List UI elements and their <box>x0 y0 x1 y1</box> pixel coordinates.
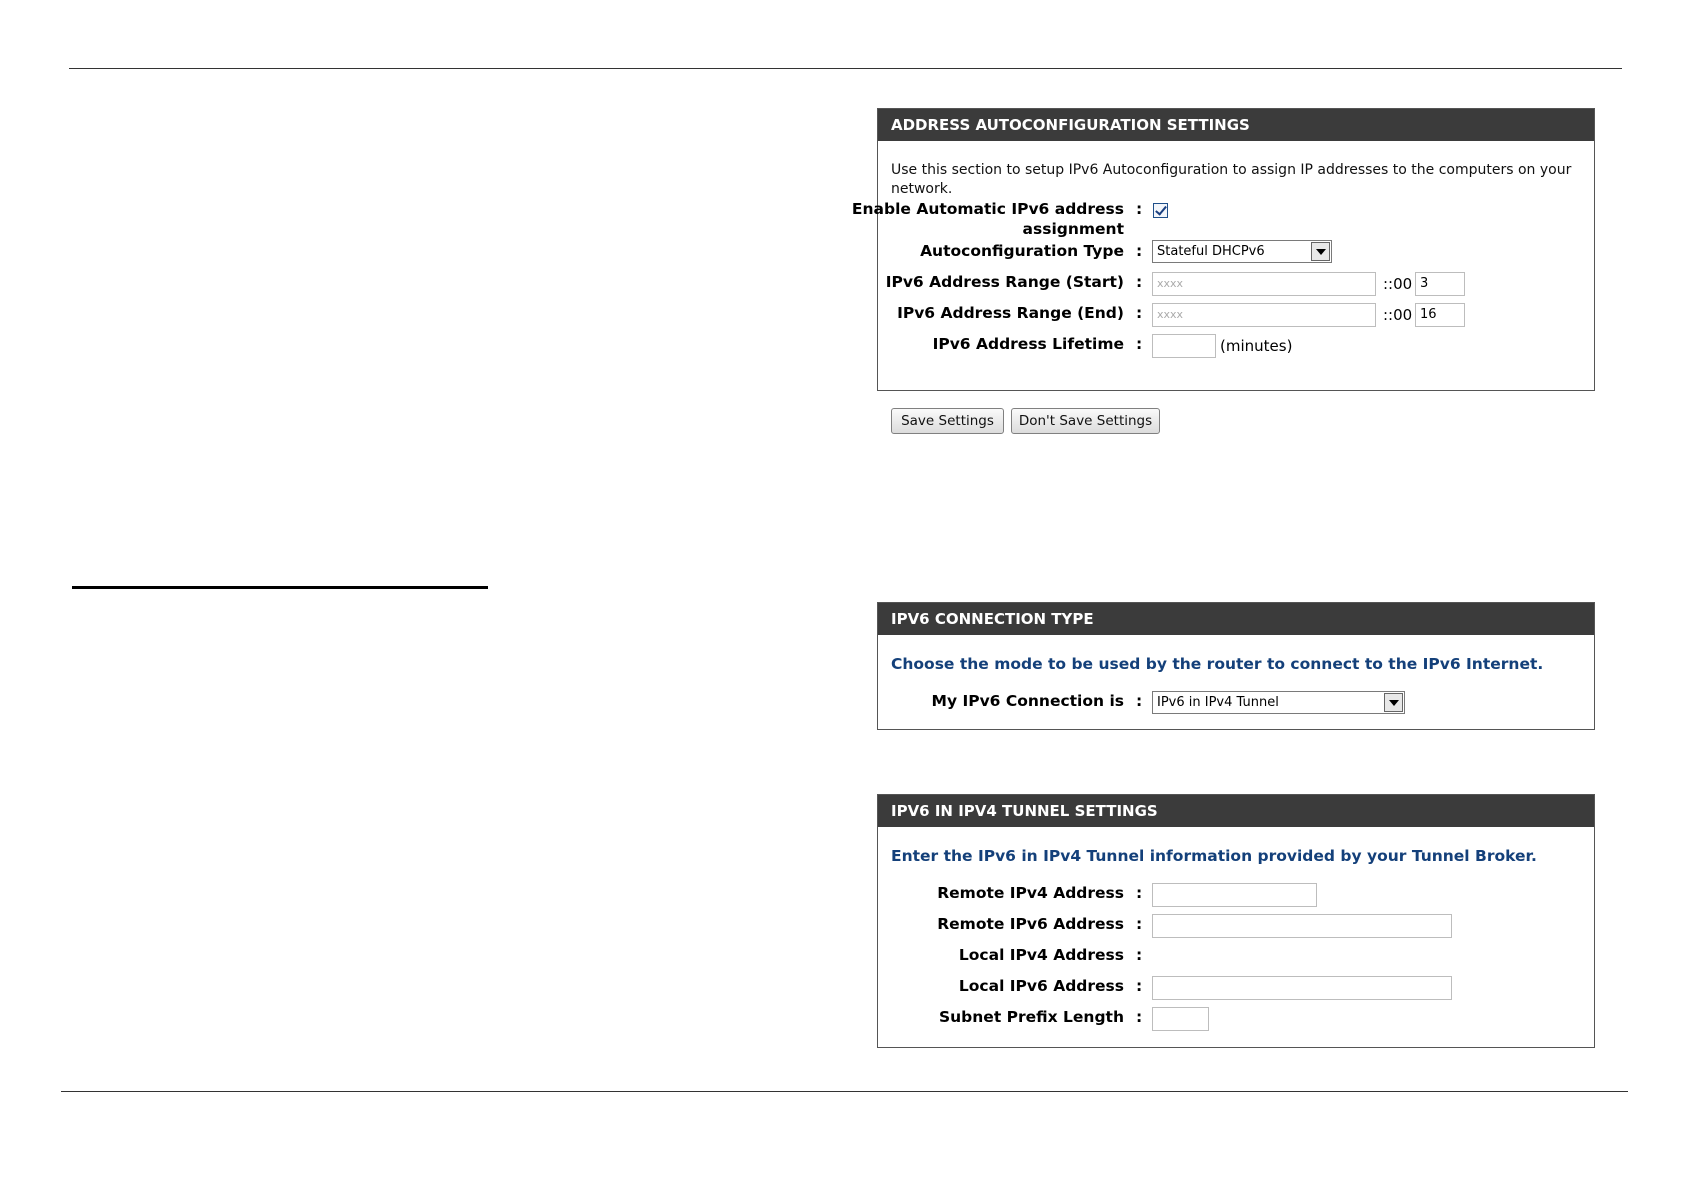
save-settings-button[interactable]: Save Settings <box>891 408 1004 434</box>
autoconfig-description: Use this section to setup IPv6 Autoconfiguration to assign IP addresses to the computers on your network. <box>891 162 1572 197</box>
local-ipv4-label: Local IPv4 Address <box>958 946 1124 964</box>
enable-row <box>851 199 1594 238</box>
connection-description: Choose the mode to be used by the router to connect to the IPv6 Internet. <box>891 655 1544 673</box>
prefix-label: Subnet Prefix Length <box>938 1008 1124 1026</box>
autoconfig-type-value: Stateful DHCPv6 <box>1157 244 1265 259</box>
range-start-colon: : <box>1136 273 1143 291</box>
autoconfig-type-select[interactable] <box>1152 240 1332 263</box>
autoconfig-type-colon: : <box>1136 242 1143 260</box>
autoconfig-type-row <box>878 241 1594 267</box>
enable-label-line2: assignment <box>1022 220 1124 238</box>
enable-auto-ipv6-checkbox[interactable] <box>1153 203 1168 218</box>
range-start-suffix: ::00 <box>1383 275 1413 293</box>
top-rule <box>69 68 1622 69</box>
bottom-rule <box>61 1091 1628 1092</box>
connection-type-select[interactable] <box>1152 691 1405 714</box>
enable-label <box>852 199 1124 239</box>
lifetime-input[interactable] <box>1152 334 1216 358</box>
range-end-suffix: ::00 <box>1383 306 1413 324</box>
autoconfig-panel-title: ADDRESS AUTOCONFIGURATION SETTINGS <box>878 109 1594 141</box>
tunnel-description: Enter the IPv6 in IPv4 Tunnel information provided by your Tunnel Broker. <box>891 847 1537 865</box>
remote-ipv4-colon: : <box>1136 884 1143 902</box>
range-start-label: IPv6 Address Range (Start) <box>885 273 1124 291</box>
local-ipv6-label: Local IPv6 Address <box>958 977 1124 995</box>
local-ipv6-row <box>878 976 1594 1002</box>
connection-panel-title: IPV6 CONNECTION TYPE <box>878 603 1594 635</box>
local-ipv6-colon: : <box>1136 977 1143 995</box>
prefix-length-input[interactable] <box>1152 1007 1209 1031</box>
prefix-colon: : <box>1136 1008 1143 1026</box>
remote-ipv4-label: Remote IPv4 Address <box>937 884 1124 902</box>
dont-save-settings-button[interactable]: Don't Save Settings <box>1011 408 1160 434</box>
tunnel-panel-title: IPV6 IN IPV4 TUNNEL SETTINGS <box>878 795 1594 827</box>
range-end-colon: : <box>1136 304 1143 322</box>
remote-ipv6-row <box>878 914 1594 940</box>
local-ipv4-row <box>878 945 1594 971</box>
autoconfig-type-label: Autoconfiguration Type <box>920 242 1124 260</box>
remote-ipv6-colon: : <box>1136 915 1143 933</box>
local-ipv4-colon: : <box>1136 946 1143 964</box>
remote-ipv4-row <box>878 883 1594 909</box>
enable-label-line1: Enable Automatic IPv6 address <box>851 200 1124 218</box>
section-underline <box>72 586 488 589</box>
remote-ipv4-input[interactable] <box>1152 883 1317 907</box>
lifetime-colon: : <box>1136 335 1143 353</box>
lifetime-row <box>878 334 1594 360</box>
prefix-row <box>878 1007 1594 1033</box>
local-ipv6-input[interactable] <box>1152 976 1452 1000</box>
range-end-row <box>878 303 1594 329</box>
connection-type-value: IPv6 in IPv4 Tunnel <box>1157 695 1279 710</box>
chevron-down-icon[interactable] <box>1384 693 1403 712</box>
range-start-value-input[interactable]: 3 <box>1415 272 1465 296</box>
range-start-prefix-input[interactable]: xxxx <box>1152 272 1376 296</box>
chevron-down-icon[interactable] <box>1311 242 1330 261</box>
enable-colon: : <box>1136 200 1143 218</box>
remote-ipv6-input[interactable] <box>1152 914 1452 938</box>
lifetime-label: IPv6 Address Lifetime <box>932 335 1124 353</box>
connection-row <box>878 691 1594 717</box>
lifetime-unit: (minutes) <box>1220 337 1293 355</box>
range-start-row <box>878 272 1594 298</box>
connection-colon: : <box>1136 692 1143 710</box>
range-end-prefix-input[interactable]: xxxx <box>1152 303 1376 327</box>
range-end-value-input[interactable]: 16 <box>1415 303 1465 327</box>
range-end-label: IPv6 Address Range (End) <box>897 304 1124 322</box>
connection-panel <box>877 602 1595 730</box>
connection-label: My IPv6 Connection is <box>931 692 1124 710</box>
autoconfig-panel <box>851 108 1595 391</box>
tunnel-panel <box>877 794 1595 1048</box>
remote-ipv6-label: Remote IPv6 Address <box>937 915 1124 933</box>
